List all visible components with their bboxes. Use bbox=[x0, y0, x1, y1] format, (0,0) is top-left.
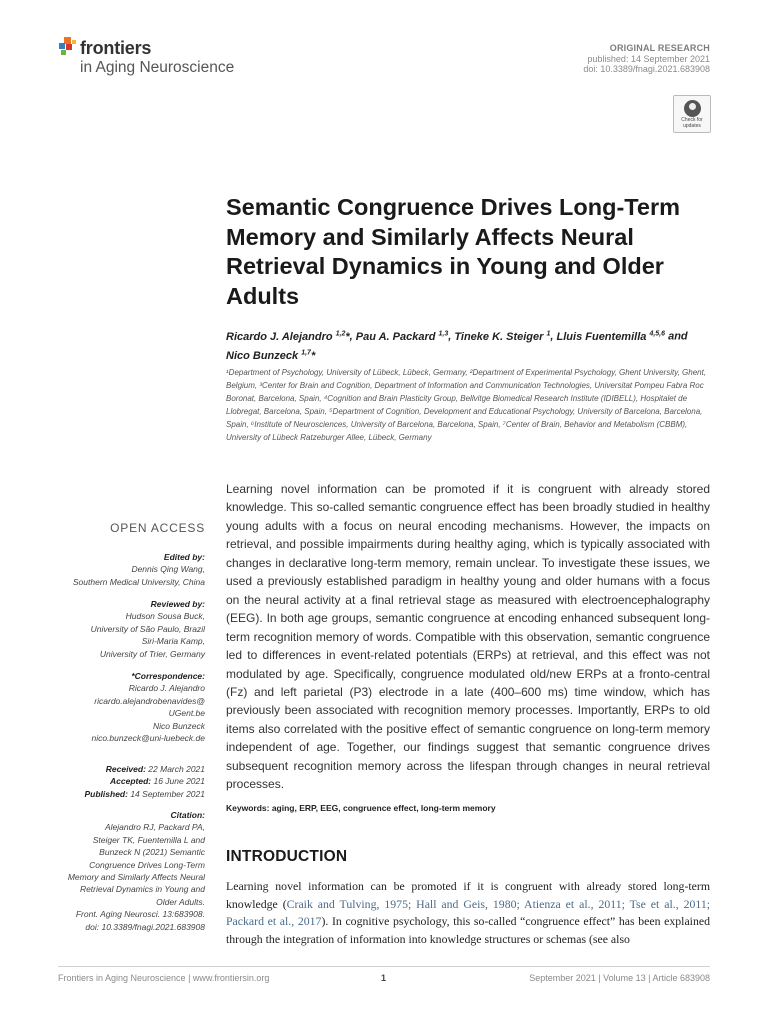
reviewed-by-label: Reviewed by: bbox=[150, 599, 205, 609]
affiliations: ¹Department of Psychology, University of Lübeck, Lübeck, Germany, ²Department of Experimental Psychology, Ghent University, Ghent, Belgium, ³Center for Brain and Cognition, Department of Information and Communication Technologies, Universitat Pompeu Fabra Roc Boronat, Barcelona, Spain, ⁴Cognition and Brain Plasticity Group, Bellvitge Biomedical Research Institute (IDIBELL), Hospitalet de Llobregat, Barcelona, Spain, ⁵Department of Cognition, Development and Educational Psychology, University of Barcelona, Barcelona, Spain, ⁶Institute of Neurosciences, University of Barcelona, Barcelona, Spain, ⁷Center of Brain, Behavior and Metabolism (CBBM), University of Lübeck Ratzeburger Allee, Lübeck, Germany bbox=[226, 368, 707, 442]
citation-doi[interactable]: doi: 10.3389/fnagi.2021.683908 bbox=[85, 921, 205, 932]
abstract: Learning novel information can be promoted if it is congruent with already stored knowledge. This so-called semantic congruence effect has been broadly studied in healthy young adults with a focus on neural encoding mechanisms. However, the impacts on retrieval, and possible impairments during healthy aging, which is typically associated with changes in declarative long-term memory, remain unclear. To investigate these issues, we used a previously established paradigm in healthy young and older humans with a focus on the neural activity at a final retrieval stage as measured with electroencephalography (EEG). In both age groups, semantic congruence at encoding enhanced subsequent long-term recognition memory of words. Compatible with this observation, semantic congruence led to differences in event-related potentials (ERPs) at retrieval, and this effect was not modulated by age. Specifically, congruence modulated old/new ERPs at a fronto-central (Fz) and left parietal (P3) electrode in a late (400–600 ms) time window, which has previously been associated with recognition memory processes. Importantly, ERPs to old items also correlated with the positive effect of semantic congruence on long-term memory independent of age. Together, our findings suggest that semantic congruence drives subsequent recognition memory across the lifespan through changes in neural retrieval processes. bbox=[226, 482, 710, 792]
reviewer-info: Reviewed by: Hudson Sousa Buck, University of São Paulo, Brazil Siri-Maria Kamp, University of Trier, Germany bbox=[58, 598, 205, 660]
published-date: published: 14 September 2021 bbox=[587, 53, 710, 64]
crossmark-icon bbox=[684, 100, 701, 117]
author[interactable]: Nico Bunzeck $^{1,7}$* bbox=[226, 349, 316, 362]
author[interactable]: Tineke K. Steiger $^1$ bbox=[454, 330, 551, 343]
logo-wordmark: frontiers bbox=[80, 38, 152, 58]
article-type: ORIGINAL RESEARCH bbox=[609, 43, 710, 53]
introduction-paragraph: Learning novel information can be promoted if it is congruent with already stored long-term knowledge (Craik and Tulving, 1975; Hall and Geis, 1980; Atienza et al., 2011; Tse et al., 2011; Packard et al., 2017). In cognitive psychology, this so-called “congruence effect” has been explained through the integration of information into knowledge structures or schemas (see also bbox=[226, 879, 711, 946]
page-number: 1 bbox=[381, 973, 387, 983]
edited-by-label: Edited by: bbox=[163, 552, 205, 562]
journal-logo[interactable] bbox=[58, 36, 258, 80]
correspondence-label: *Correspondence: bbox=[131, 671, 205, 681]
check-for-updates-badge[interactable] bbox=[673, 95, 711, 133]
correspondence-info: *Correspondence: Ricardo J. Alejandro ricardo.alejandrobenavides@ UGent.be Nico Bunzeck nico.bunzeck@uni-luebeck.de bbox=[58, 670, 205, 744]
author[interactable]: Ricardo J. Alejandro $^{1,2}$* bbox=[226, 330, 350, 343]
section-heading-introduction: INTRODUCTION bbox=[226, 848, 348, 865]
keywords: Keywords: aging, ERP, EEG, congruence effect, long-term memory bbox=[226, 803, 496, 813]
author-list: Ricardo J. Alejandro $^{1,2}$*, Pau A. Packard $^{1,3}$, Tineke K. Steiger $^1$, Lluis Fuentemilla $^{4,5,6}$ and Nico Bunzeck $^{1,7}$* bbox=[226, 330, 688, 362]
author[interactable]: Lluis Fuentemilla $^{4,5,6}$ bbox=[556, 330, 666, 343]
email-link[interactable]: UGent.be bbox=[168, 708, 205, 719]
article-title: Semantic Congruence Drives Long-Term Memory and Similarly Affects Neural Retrieval Dynamics in Young and Older Adults bbox=[226, 194, 680, 309]
check-for-updates-label: Check for updates bbox=[681, 117, 703, 129]
email-link[interactable]: ricardo.alejandrobenavides@ bbox=[94, 695, 205, 706]
doi[interactable]: doi: 10.3389/fnagi.2021.683908 bbox=[583, 64, 710, 74]
citation-label: Citation: bbox=[170, 810, 205, 820]
footer-journal[interactable]: Frontiers in Aging Neuroscience | www.frontiersin.org bbox=[58, 973, 270, 983]
journal-name: in Aging Neuroscience bbox=[80, 59, 235, 76]
author[interactable]: Pau A. Packard $^{1,3}$ bbox=[355, 330, 449, 343]
footer-issue: September 2021 | Volume 13 | Article 683908 bbox=[529, 973, 710, 983]
dates-info: Received: 22 March 2021 Accepted: 16 June 2021 Published: 14 September 2021 bbox=[84, 764, 205, 799]
open-access-label: OPEN ACCESS bbox=[110, 521, 205, 535]
editor-info: Edited by: Dennis Qing Wang, Southern Medical University, China bbox=[58, 551, 205, 588]
article-meta-header bbox=[583, 43, 710, 75]
frontiers-logo-icon bbox=[58, 36, 80, 58]
citation-links[interactable]: Craik and Tulving, 1975; Hall and Geis, 1980; Atienza et al., 2011; Tse et al., 2011; Packard et al., 2017 bbox=[226, 896, 711, 929]
citation-info: Citation: Alejandro RJ, Packard PA, Steiger TK, Fuentemilla L and Bunzeck N (2021) Semantic Congruence Drives Long-Term Memory and Similarly Affects Neural Retrieval Dynamics in Young and Older Adults. Front. Aging Neurosci. 13:683908. doi: 10.3389/fnagi.2021.683908 bbox=[58, 809, 205, 933]
email-link[interactable]: nico.bunzeck@uni-luebeck.de bbox=[91, 733, 205, 744]
footer-divider bbox=[58, 966, 710, 967]
